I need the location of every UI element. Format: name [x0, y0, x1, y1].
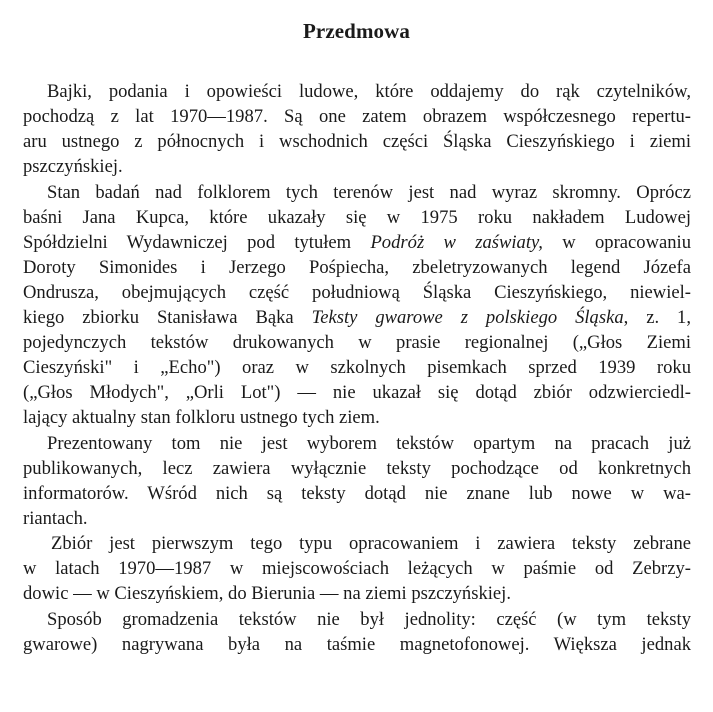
- text-line: [23, 306, 691, 330]
- text-segment: Spółdzielni Wydawniczej pod tytułem: [23, 232, 371, 253]
- text-line: [23, 482, 691, 506]
- book-title-italic: Podróż w zaświaty,: [370, 232, 543, 253]
- text-segment: Doroty Simonides i Jerzego Pośpiecha, zbeletryzowanych legend Józefa: [23, 257, 691, 278]
- text-segment: Ondrusza, obejmujących część południową Śląska Cieszyńskiego, niewiel-: [23, 282, 691, 303]
- text-segment: („Głos Młodych", „Orli Lot") — nie ukazał się dotąd zbiór odzwierciedl-: [23, 382, 691, 403]
- text-segment: informatorów. Wśród nich są teksty dotąd nie znane lub nowe w wa-: [23, 483, 691, 504]
- text-segment: Stan badań nad folklorem tych terenów jest nad wyraz skromny. Oprócz: [47, 182, 691, 203]
- text-line: [23, 557, 691, 581]
- text-line: [23, 181, 691, 205]
- text-segment: baśni Jana Kupca, które ukazały się w 1975 roku nakładem Ludowej: [23, 207, 691, 228]
- text-segment: pszczyńskiej.: [23, 156, 123, 177]
- text-segment: w latach 1970—1987 w miejscowościach leżących w paśmie od Zebrzy-: [23, 558, 691, 579]
- text-segment: Sposób gromadzenia tekstów nie był jednolity: część (w tym teksty: [47, 609, 691, 630]
- text-segment: lający aktualny stan folkloru ustnego tych ziem.: [23, 407, 380, 428]
- text-line: [23, 105, 691, 129]
- text-segment: Cieszyński" i „Echo") oraz w szkolnych pisemkach sprzed 1939 roku: [23, 357, 691, 378]
- text-segment: pojedynczych tekstów drukowanych w prasie regionalnej („Głos Ziemi: [23, 332, 691, 353]
- text-line: [23, 281, 691, 305]
- text-line: [23, 130, 691, 154]
- text-line: [23, 532, 691, 556]
- text-segment: w opracowaniu: [542, 232, 692, 253]
- text-line: [23, 206, 691, 230]
- text-line: [23, 331, 691, 355]
- text-segment: Zbiór jest pierwszym tego typu opracowaniem i zawiera teksty zebrane: [51, 533, 691, 554]
- text-segment: kiego zbiorku Stanisława Bąka: [23, 307, 312, 328]
- text-segment: Bajki, podania i opowieści ludowe, które oddajemy do rąk czytelników,: [47, 81, 691, 102]
- text-segment: Prezentowany tom nie jest wyborem tekstów opartym na pracach już: [47, 433, 691, 454]
- text-line: [23, 381, 691, 405]
- text-line: [23, 608, 691, 632]
- text-line: [23, 406, 691, 430]
- text-line: [23, 432, 691, 456]
- text-line: [23, 80, 691, 104]
- text-segment: dowic — w Cieszyńskiem, do Bierunia — na ziemi pszczyńskiej.: [23, 583, 511, 604]
- text-line: [23, 507, 691, 531]
- text-line: [23, 356, 691, 380]
- text-line: [23, 633, 691, 657]
- text-line: [23, 457, 691, 481]
- text-segment: gwarowe) nagrywana była na taśmie magnetofonowej. Większa jednak: [23, 634, 691, 655]
- book-title-italic: Teksty gwarowe z polskiego Śląska: [311, 307, 624, 328]
- page-title: Przedmowa: [302, 19, 411, 43]
- text-segment: pochodzą z lat 1970—1987. Są one zatem obrazem współczesnego repertu-: [23, 106, 691, 127]
- text-segment: , z. 1,: [623, 307, 691, 328]
- text-line: [23, 582, 691, 606]
- text-line: [23, 155, 691, 179]
- text-segment: riantach.: [23, 508, 88, 529]
- text-line: [23, 256, 691, 280]
- text-segment: aru ustnego z północnych i wschodnich części Śląska Cieszyńskiego i ziemi: [23, 131, 691, 152]
- text-line: [23, 231, 691, 255]
- text-segment: publikowanych, lecz zawiera wyłącznie teksty pochodzące od konkretnych: [23, 458, 691, 479]
